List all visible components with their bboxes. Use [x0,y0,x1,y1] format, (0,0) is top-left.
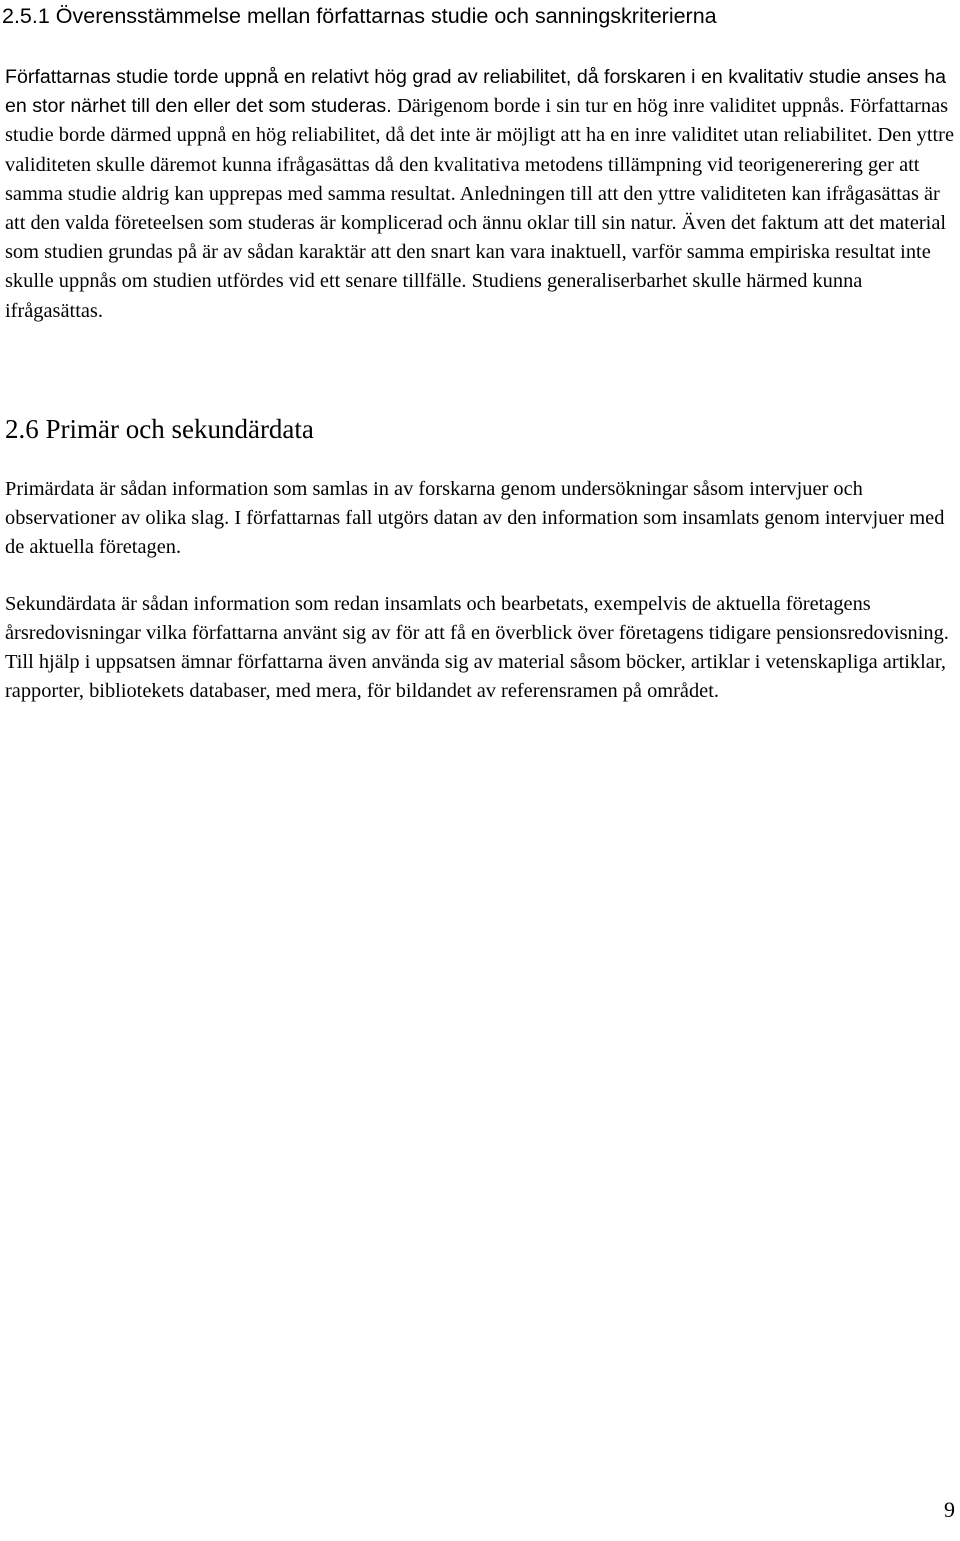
page-number: 9 [944,1497,955,1522]
paragraph-segment-sans: Författarnas studie torde uppnå en relativt hög grad av reliabilitet, då forskaren i en kvalitativ studie anses ha en stor närhet till den eller det som studeras. [5,66,947,118]
paragraph-primardata: Primärdata är sådan information som samlas in av forskarna genom undersökningar såsom intervjuer och observationer av olika slag. I författarnas fall utgörs datan av den information som insamlats genom intervjuer med de aktuella företagen. [5,478,945,558]
paragraph-segment-serif: Därigenom borde i sin tur en hög inre validitet uppnås. Författarnas studie borde därmed uppnå en hög reliabilitet, då det inte är möjligt att ha en inre validitet utan reliabilitet. Den yttre validiteten skulle däremot kunna ifrågasättas då den kvalitativa metodens tillämpning vid teorigenerering ger att samma studie aldrig kan upprepas med samma resultat. Anledningen till att den yttre validiteten kan ifrågasättas är att den valda företeelsen som studeras är komplicerad och ännu oklar till sin natur. Även det faktum att det material som studien grundas på är av sådan karaktär att den snart kan vara inaktuell, varför samma empiriska resultat inte skulle uppnås om studien utfördes vid ett senare tillfälle. Studiens generaliserbarhet skulle härmed kunna ifrågasättas. [5,95,954,322]
paragraph-sekundardata: Sekundärdata är sådan information som redan insamlats och bearbetats, exempelvis de aktuella företagens årsredovisningar vilka författarna använt sig av för att få en överblick över företagens tidigare pensionsredovisning. Till hjälp i uppsatsen ämnar författarna även använda sig av material såsom böcker, artiklar i vetenskapliga artiklar, rapporter, bibliotekets databaser, med mera, för bildandet av referensramen på området. [5,593,949,702]
section-heading-2-6: 2.6 Primär och sekundärdata [5,414,314,444]
paragraph-sanningskriterier [5,63,955,326]
section-heading-2-5-1: 2.5.1 Överensstämmelse mellan författarnas studie och sanningskriterierna [2,4,717,28]
